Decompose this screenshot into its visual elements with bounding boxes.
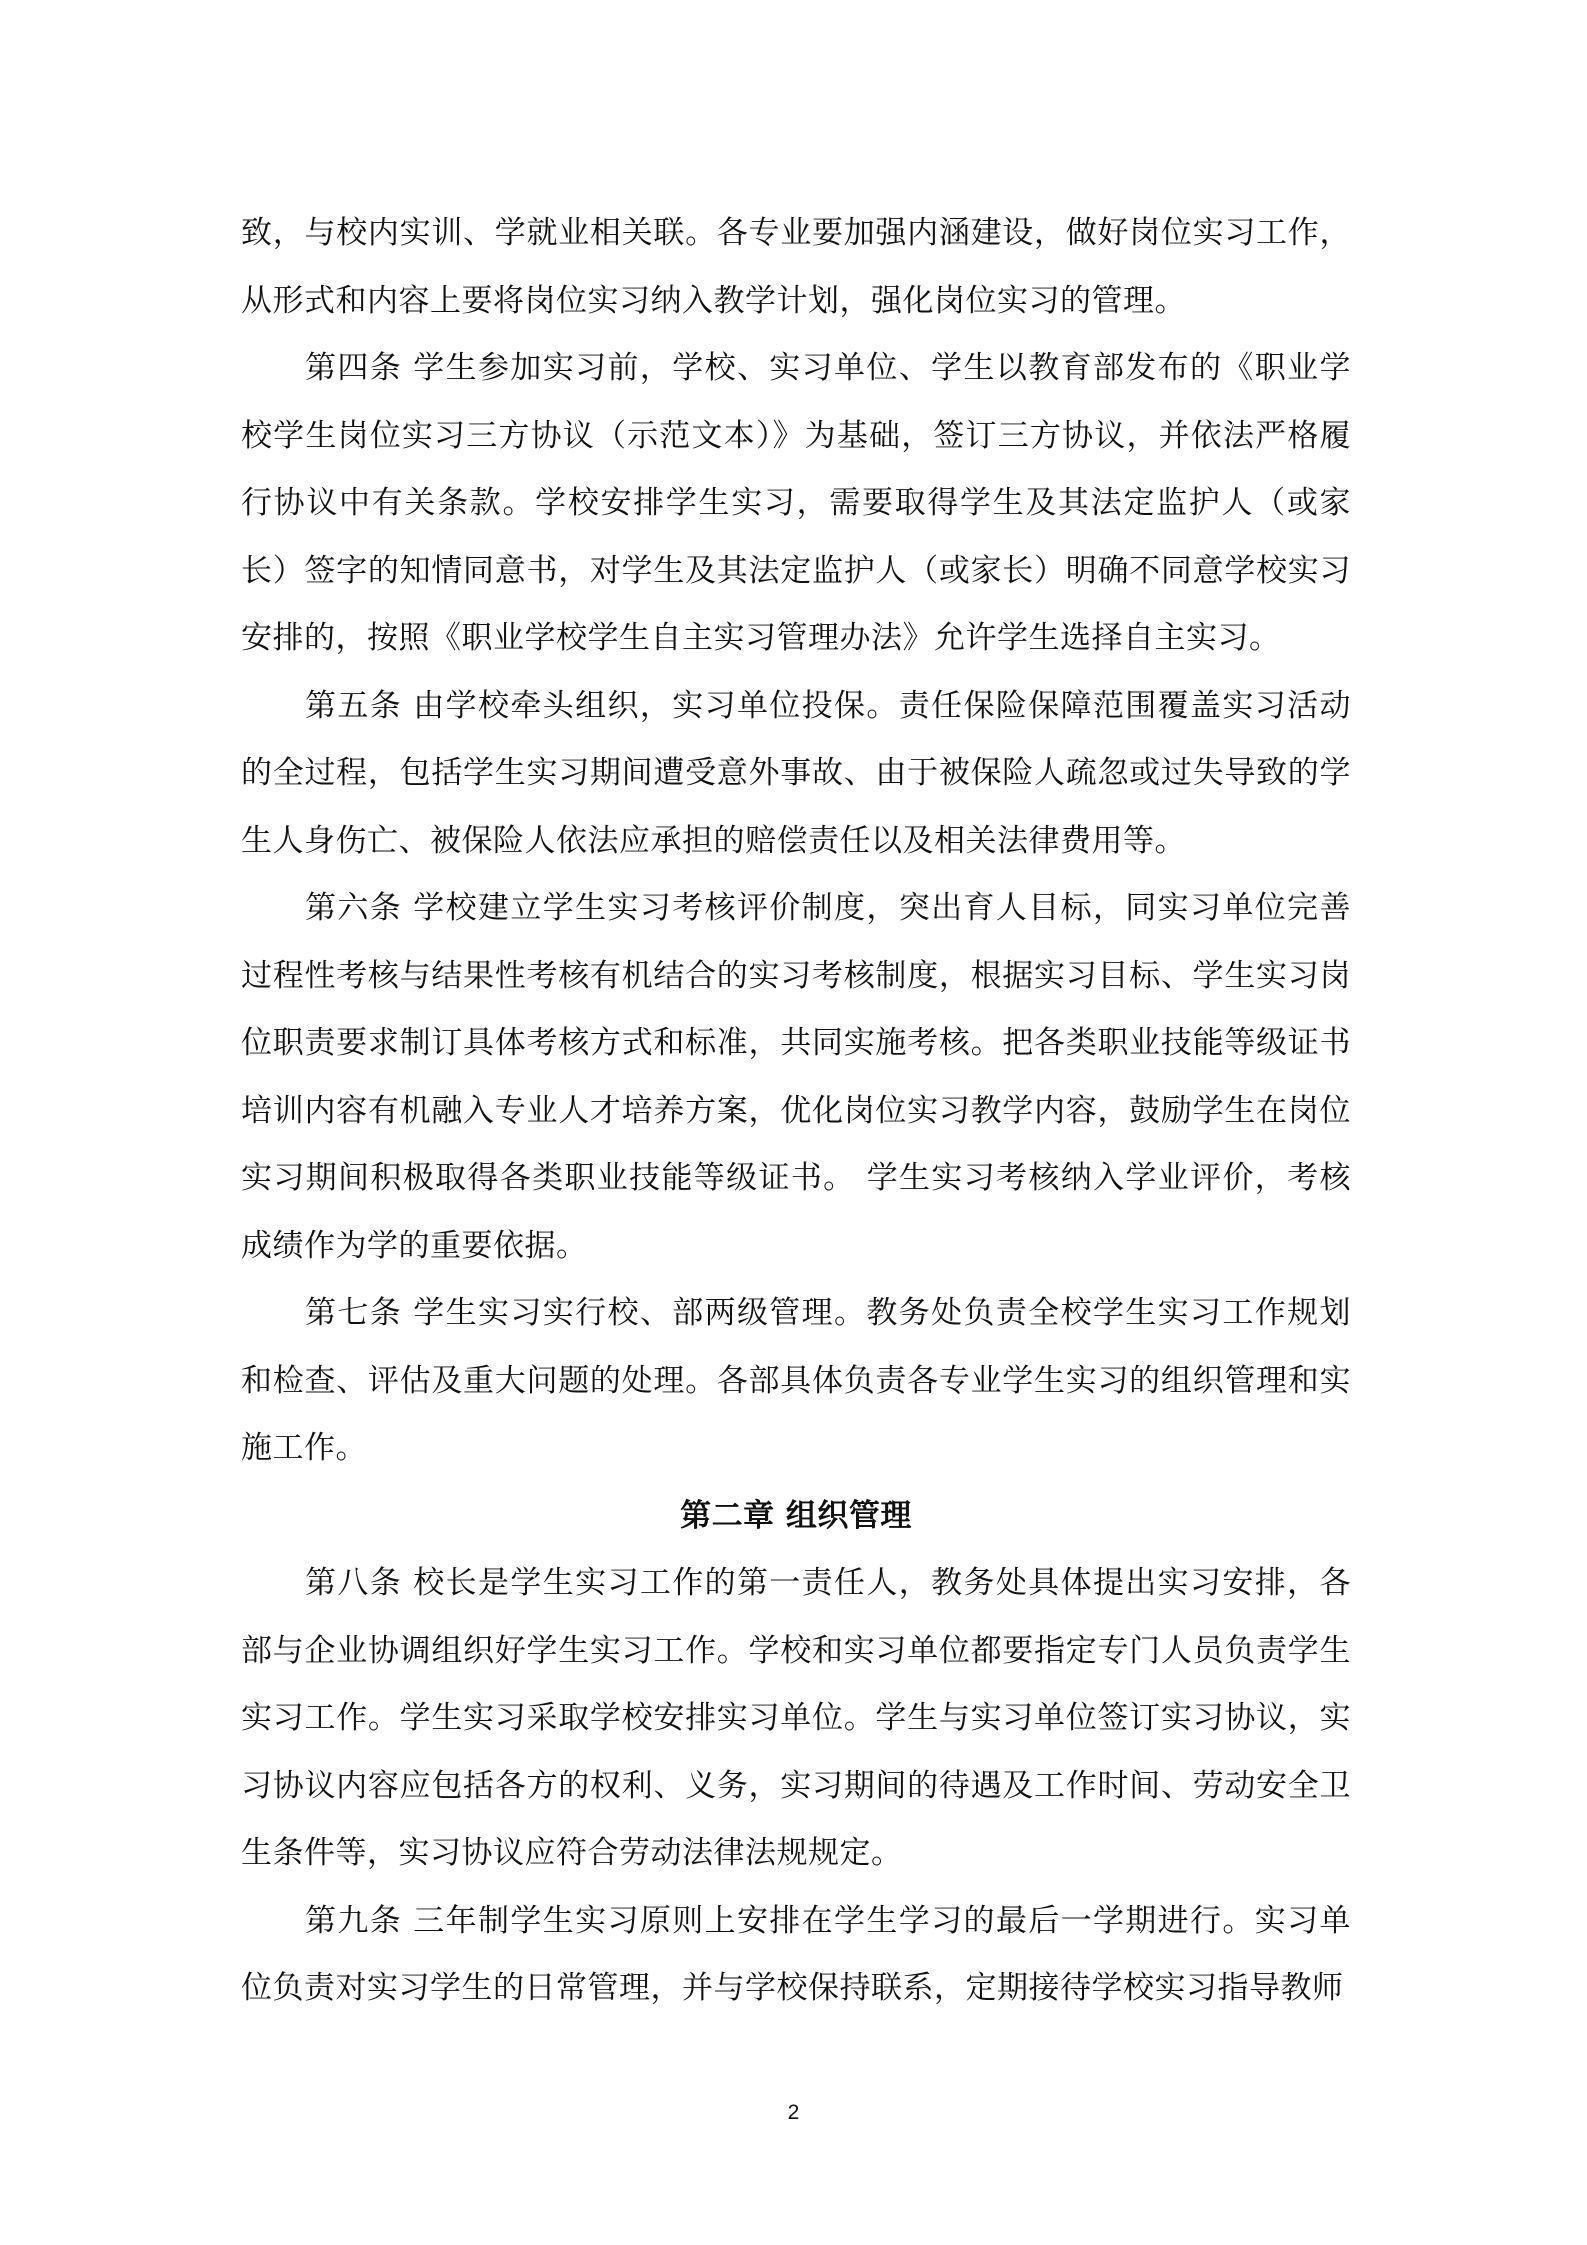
page-number: 2 xyxy=(787,2101,800,2124)
article-6-paragraph: 第六条 学校建立学生实习考核评价制度，突出育人目标，同实习单位完善过程性考核与结果性考核有机结合的实习考核制度，根据实习目标、学生实习岗位职责要求制订具体考核方式和标准，共同实施考核。把各类职业技能等级证书培训内容有机融入专业人才培养方案，优化岗位实习教学内容，鼓励学生在岗位实习期间积极取得各类职业技能等级证书。 学生实习考核纳入学业评价，考核成绩作为学的重要依据。 xyxy=(241,890,1351,1264)
article-8-paragraph: 第八条 校长是学生实习工作的第一责任人，教务处具体提出实习安排，各部与企业协调组织好学生实习工作。学校和实习单位都要指定专门人员负责学生实习工作。学生实习采取学校安排实习单位。学生与实习单位签订实习协议，实习协议内容应包括各方的权利、义务，实习期间的待遇及工作时间、劳动安全卫生条件等，实习协议应符合劳动法律法规规定。 xyxy=(241,1565,1351,1871)
article-5-paragraph: 第五条 由学校牵头组织，实习单位投保。责任保险保障范围覆盖实习活动的全过程，包括学生实习期间遭受意外事故、由于被保险人疏忽或过失导致的学生人身伤亡、被保险人依法应承担的赔偿责任以及相关法律费用等。 xyxy=(241,687,1351,859)
document-body xyxy=(241,200,1351,2023)
article-4-paragraph: 第四条 学生参加实习前，学校、实习单位、学生以教育部发布的《职业学校学生岗位实习三方协议（示范文本）》为基础，签订三方协议，并依法严格履行协议中有关条款。学校安排学生实习，需要取得学生及其法定监护人（或家长）签字的知情同意书，对学生及其法定监护人（或家长）明确不同意学校实习安排的，按照《职业学校学生自主实习管理办法》允许学生选择自主实习。 xyxy=(241,350,1351,656)
article-7-paragraph: 第七条 学生实习实行校、部两级管理。教务处负责全校学生实习工作规划和检查、评估及重大问题的处理。各部具体负责各专业学生实习的组织管理和实施工作。 xyxy=(241,1295,1351,1466)
chapter-heading: 第二章 组织管理 xyxy=(680,1497,912,1534)
paragraph-continuation: 致，与校内实训、学就业相关联。各专业要加强内涵建设，做好岗位实习工作，从形式和内容上要将岗位实习纳入教学计划，强化岗位实习的管理。 xyxy=(241,215,1351,319)
article-9-paragraph: 第九条 三年制学生实习原则上安排在学生学习的最后一学期进行。实习单位负责对实习学生的日常管理，并与学校保持联系，定期接待学校实习指导教师 xyxy=(241,1902,1351,2006)
